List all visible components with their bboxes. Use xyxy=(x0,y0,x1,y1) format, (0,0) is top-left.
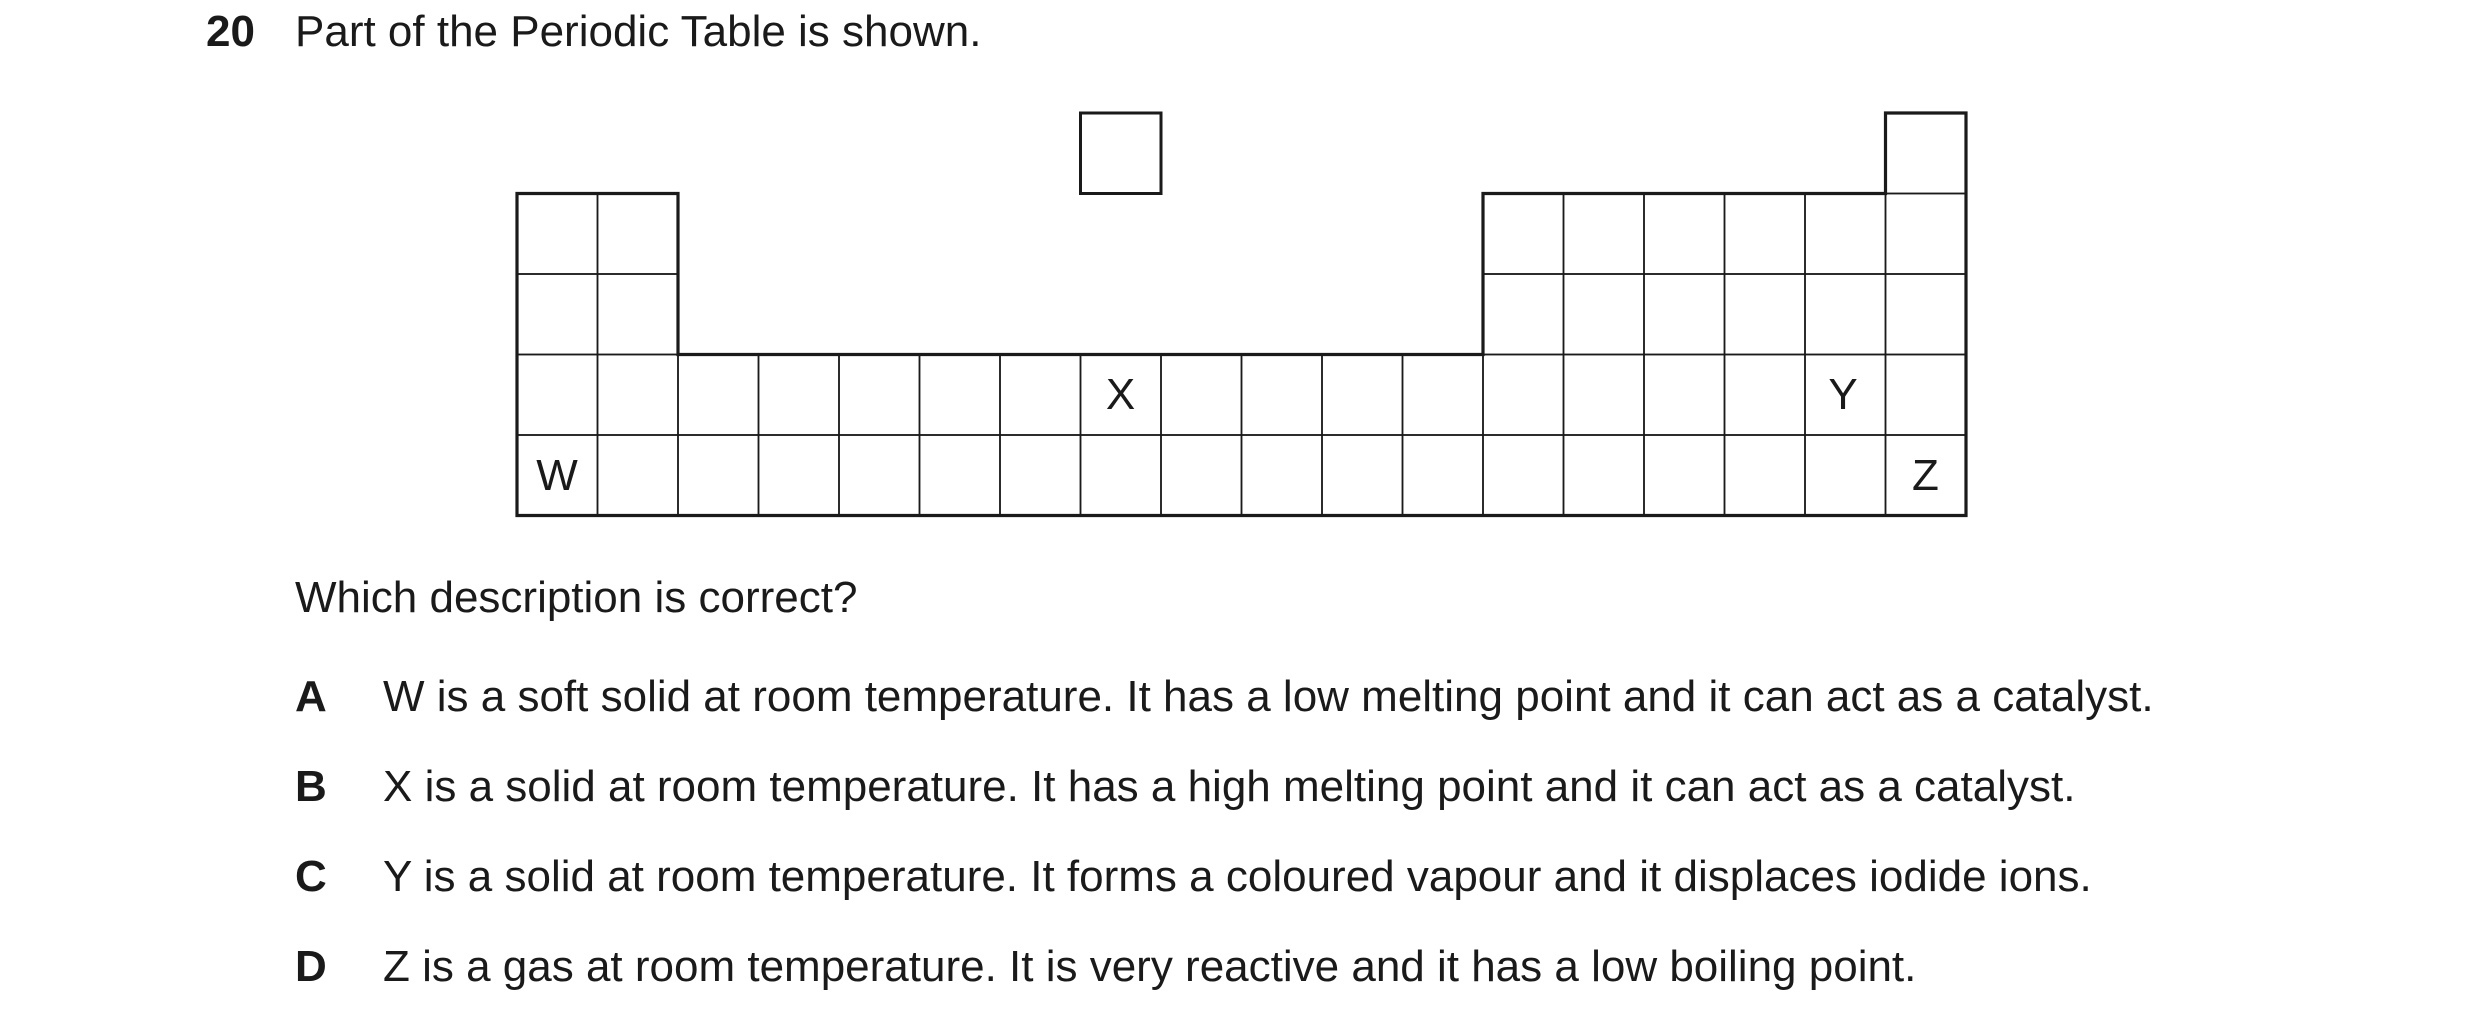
table-cell xyxy=(920,355,1001,436)
table-cell xyxy=(839,355,920,436)
table-cell xyxy=(1644,355,1725,436)
table-cell xyxy=(1483,355,1564,436)
option-a-letter: A xyxy=(295,672,327,721)
table-cell xyxy=(1483,435,1564,516)
option-d-letter: D xyxy=(295,942,327,991)
table-cell xyxy=(1242,435,1323,516)
table-cell xyxy=(1644,274,1725,355)
table-cell xyxy=(1483,274,1564,355)
table-cell xyxy=(1805,274,1886,355)
table-cell xyxy=(1564,355,1645,436)
table-cell xyxy=(1886,194,1967,275)
table-cell xyxy=(517,355,598,436)
table-cell xyxy=(598,274,679,355)
table-cell xyxy=(1886,274,1967,355)
table-cell xyxy=(1644,194,1725,275)
table-cell xyxy=(1564,435,1645,516)
table-cell xyxy=(598,194,679,275)
option-c-text: Y is a solid at room temperature. It forms a coloured vapour and it displaces iodide ions. xyxy=(383,852,2092,901)
table-cell xyxy=(839,435,920,516)
question-text: Part of the Periodic Table is shown. xyxy=(295,7,982,56)
element-label-x: X xyxy=(1105,370,1136,419)
option-b-letter: B xyxy=(295,762,327,811)
option-a-text: W is a soft solid at room temperature. It has a low melting point and it can act as a catalyst. xyxy=(383,672,2154,721)
table-cell xyxy=(1886,113,1967,194)
element-label-w: W xyxy=(536,451,578,500)
table-cell xyxy=(1322,435,1403,516)
option-d-text: Z is a gas at room temperature. It is very reactive and it has a low boiling point. xyxy=(383,942,1917,991)
table-cell xyxy=(920,435,1001,516)
table-cell xyxy=(1886,355,1967,436)
table-cell xyxy=(1403,355,1484,436)
table-cell xyxy=(1081,435,1162,516)
table-cell xyxy=(1483,194,1564,275)
table-cell xyxy=(1644,435,1725,516)
table-cell xyxy=(1564,194,1645,275)
element-label-z: Z xyxy=(1912,451,1939,500)
table-cell xyxy=(1161,355,1242,436)
table-cell xyxy=(1805,194,1886,275)
table-cell xyxy=(1725,435,1806,516)
table-cell xyxy=(517,274,598,355)
question-prompt: Which description is correct? xyxy=(295,573,858,622)
table-cell xyxy=(1725,274,1806,355)
question-number: 20 xyxy=(206,7,255,56)
option-b-text: X is a solid at room temperature. It has a high melting point and it can act as a catalyst. xyxy=(383,762,2076,811)
periodic-table-grid xyxy=(517,113,1966,516)
table-cell xyxy=(1000,435,1081,516)
table-cell xyxy=(1242,355,1323,436)
table-cell xyxy=(678,435,759,516)
table-cell xyxy=(1725,355,1806,436)
table-cell xyxy=(678,355,759,436)
table-cell xyxy=(517,194,598,275)
element-label-y: Y xyxy=(1828,370,1858,419)
table-cell xyxy=(1725,194,1806,275)
table-cell xyxy=(1081,113,1162,194)
option-c-letter: C xyxy=(295,852,327,901)
table-cell xyxy=(1161,435,1242,516)
table-cell xyxy=(759,355,840,436)
table-cell xyxy=(1403,435,1484,516)
table-cell xyxy=(759,435,840,516)
table-cell xyxy=(1000,355,1081,436)
table-cell xyxy=(1564,274,1645,355)
table-cell xyxy=(598,355,679,436)
table-cell xyxy=(598,435,679,516)
table-cell xyxy=(1322,355,1403,436)
table-cell xyxy=(1805,435,1886,516)
